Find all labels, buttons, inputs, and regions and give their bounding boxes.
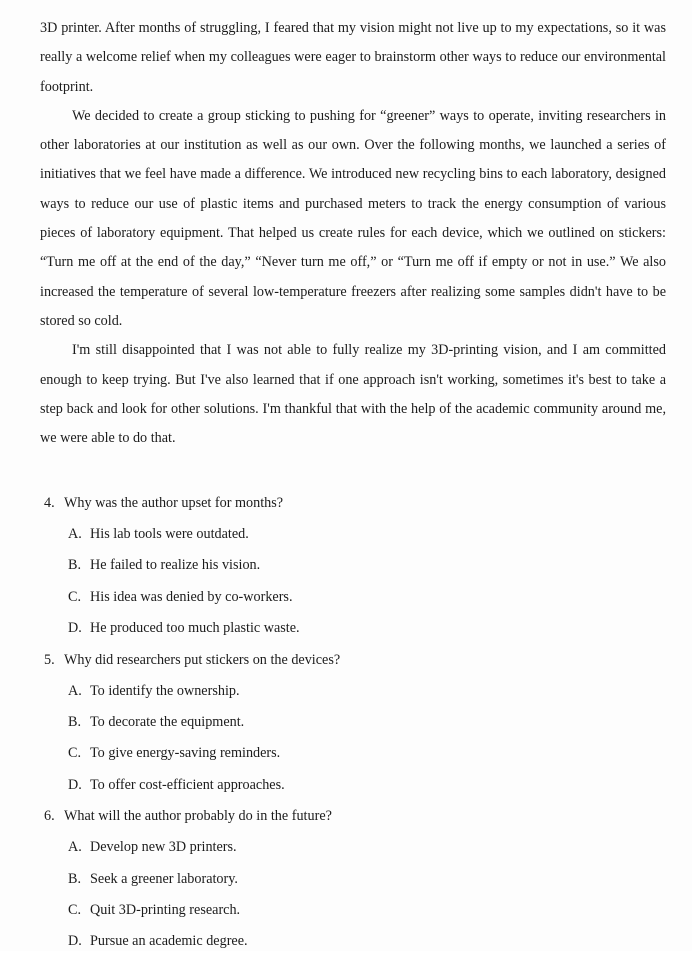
option-d[interactable]: [68, 613, 666, 644]
question-text: Why did researchers put stickers on the devices?: [64, 651, 341, 668]
option-c[interactable]: [68, 738, 666, 769]
option-letter: D.: [68, 620, 82, 637]
option-b[interactable]: [68, 550, 666, 581]
question-number: 6.: [44, 808, 55, 825]
option-text: To decorate the equipment.: [90, 713, 245, 730]
option-text: To give energy-saving reminders.: [90, 745, 281, 762]
option-letter: C.: [68, 745, 82, 762]
option-c[interactable]: [68, 895, 666, 926]
option-a[interactable]: [68, 519, 666, 550]
option-text: Seek a greener laboratory.: [90, 870, 238, 887]
option-text: His lab tools were outdated.: [90, 526, 249, 542]
option-letter: D.: [68, 933, 82, 950]
reading-passage: [40, 14, 666, 453]
question-stem: [44, 488, 666, 519]
question-4: [40, 488, 666, 645]
option-d[interactable]: [68, 770, 666, 801]
option-text: He failed to realize his vision.: [90, 557, 261, 574]
option-letter: B.: [68, 557, 82, 574]
question-number: 5.: [44, 651, 55, 668]
option-text: He produced too much plastic waste.: [90, 620, 300, 637]
question-number: 4.: [44, 495, 55, 511]
question-stem: [44, 801, 666, 832]
option-letter: A.: [68, 682, 82, 699]
option-letter: B.: [68, 713, 82, 730]
question-5: [40, 645, 666, 802]
question-text: Why was the author upset for months?: [64, 495, 284, 511]
option-b[interactable]: [68, 707, 666, 738]
option-letter: B.: [68, 870, 82, 887]
passage-paragraph-1: 3D printer. After months of struggling, I feared that my vision might not live up to my expectations, so it was really a welcome relief when my colleagues were eager to brainstorm other ways to reduce our environmental footprint.: [40, 20, 666, 95]
option-c[interactable]: [68, 582, 666, 613]
option-text: Develop new 3D printers.: [90, 839, 237, 856]
question-stem: [44, 645, 666, 676]
question-list: [40, 488, 666, 958]
option-text: To offer cost-efficient approaches.: [90, 776, 285, 793]
question-6: [40, 801, 666, 958]
question-text: What will the author probably do in the future?: [64, 808, 332, 825]
passage-paragraph-2: We decided to create a group sticking to pushing for “greener” ways to operate, inviting researchers in other laboratories at our institution as well as our own. Over the following months, we launched a series of initiatives that we feel have made a difference. We introduced new recycling bins to each laboratory, designed ways to reduce our use of plastic items and purchased meters to track the energy consumption of various pieces of laboratory equipment. That helped us create rules for each device, which we outlined on stickers: “Turn me off at the end of the day,” “Never turn me off,” or “Turn me off if empty or not in use.” We also increased the temperature of several low-temperature freezers after realizing some samples didn't have to be stored so cold.: [40, 107, 666, 329]
option-text: Pursue an academic degree.: [90, 933, 248, 950]
option-a[interactable]: [68, 832, 666, 863]
option-letter: D.: [68, 776, 82, 793]
option-letter: C.: [68, 588, 82, 605]
passage-paragraph-3: I'm still disappointed that I was not able to fully realize my 3D-printing vision, and I am committed enough to keep trying. But I've also learned that if one approach isn't working, sometimes it's best to take a step back and look for other solutions. I'm thankful that with the help of the academic community around me, we were able to do that.: [40, 342, 666, 447]
option-letter: A.: [68, 526, 82, 542]
option-text: To identify the ownership.: [90, 682, 240, 699]
option-text: His idea was denied by co-workers.: [90, 588, 293, 605]
option-d[interactable]: [68, 926, 666, 957]
option-text: Quit 3D-printing research.: [90, 901, 241, 918]
option-a[interactable]: [68, 676, 666, 707]
option-letter: C.: [68, 901, 82, 918]
option-b[interactable]: [68, 864, 666, 895]
option-letter: A.: [68, 839, 82, 856]
